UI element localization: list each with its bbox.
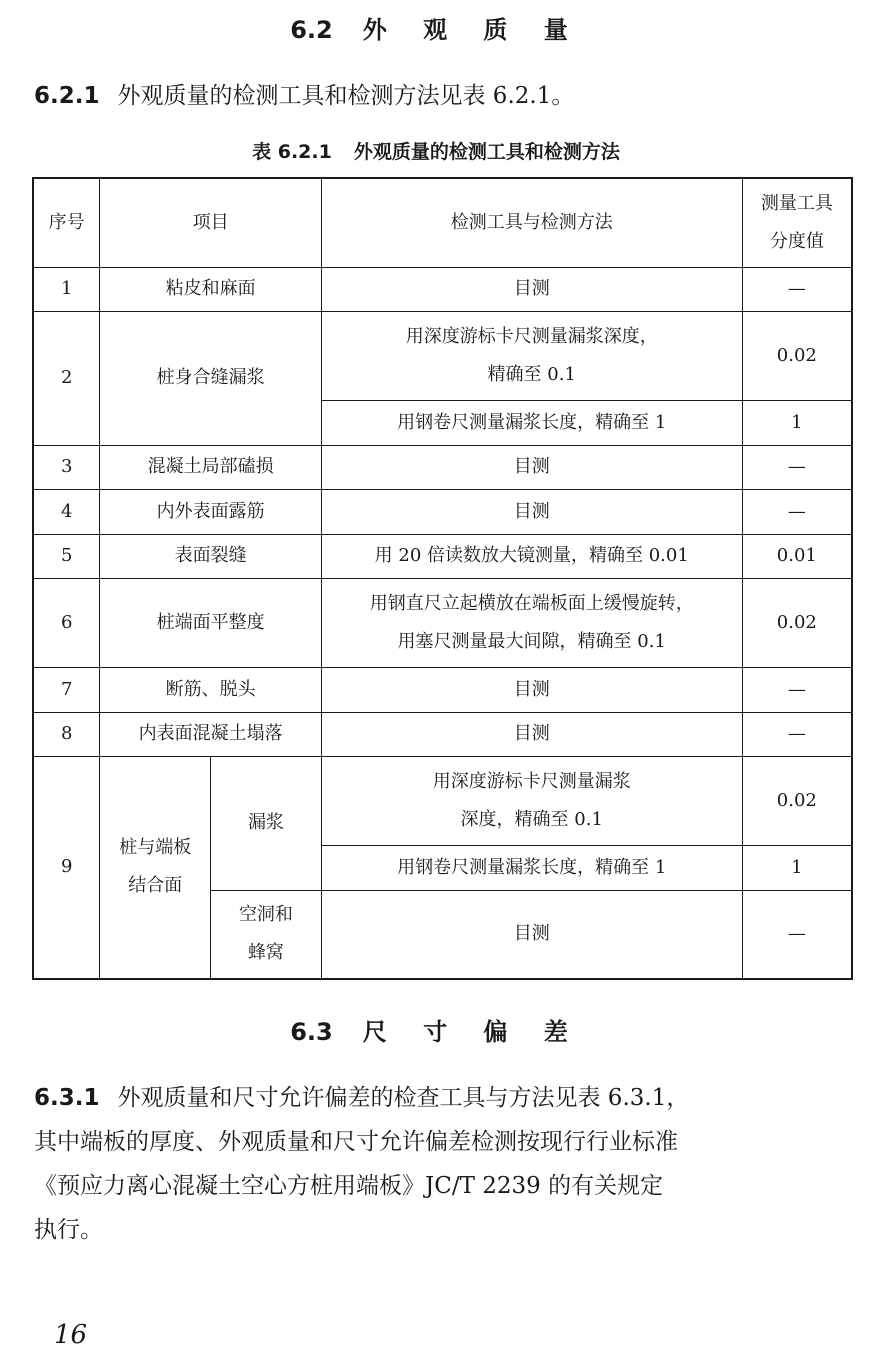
section-number: 6.3	[290, 1018, 333, 1046]
clause-6-3-1: 6.3.1 外观质量和尺寸允许偏差的检查工具与方法见表 6.3.1， 其中端板的厚度、外观质量和尺寸允许偏差检测按现行行业标准 《预应力离心混凝土空心方桩用端板》JC/T 2239 的有关规定 执行。	[34, 1085, 690, 1243]
header-method: 检测工具与检测方法	[321, 178, 742, 267]
table-caption-title: 外观质量的检测工具和检测方法	[353, 141, 620, 163]
inspection-methods-table	[32, 177, 853, 980]
header-index: 序号	[33, 178, 100, 267]
table-caption	[0, 137, 872, 164]
header-item: 项目	[100, 178, 321, 267]
clause-text: 外观质量的检测工具和检测方法见表 6.2.1。	[117, 83, 575, 109]
page-number: 16	[54, 1320, 88, 1350]
table-row: 2 桩身合缝漏浆 用深度游标卡尺测量漏浆深度， 精确至 0.1 0.02	[33, 311, 852, 400]
section-heading-6-2	[0, 10, 872, 45]
table-row: 7 断筋、脱头 目测 —	[33, 667, 852, 712]
section-heading-6-3	[0, 1012, 872, 1047]
table-row: 6 桩端面平整度 用钢直尺立起横放在端板面上缓慢旋转， 用塞尺测量最大间隙，精确至 0.1 0.02	[33, 578, 852, 667]
clause-number: 6.3.1	[34, 1085, 100, 1111]
table-row: 1 粘皮和麻面 目测 —	[33, 267, 852, 311]
table-row: 3 混凝土局部磕损 目测 —	[33, 445, 852, 489]
table-row: 5 表面裂缝 用 20 倍读数放大镜测量，精确至 0.01 0.01	[33, 534, 852, 578]
table-subrow: 空洞和 蜂窝 目测 —	[33, 890, 852, 979]
table-header-row	[33, 178, 852, 267]
table-subrow: 用钢卷尺测量漏浆长度，精确至 1 1	[33, 400, 852, 445]
section-title: 外 观 质 量	[362, 16, 582, 44]
section-number: 6.2	[290, 16, 333, 44]
table-row: 4 内外表面露筋 目测 —	[33, 489, 852, 534]
header-resolution: 测量工具 分度值	[742, 178, 852, 267]
table-row: 8 内表面混凝土塌落 目测 —	[33, 712, 852, 756]
table-subrow: 用钢卷尺测量漏浆长度，精确至 1 1	[33, 845, 852, 890]
table-caption-number: 表 6.2.1	[252, 141, 332, 163]
table-row: 9 桩与端板 结合面 漏浆 用深度游标卡尺测量漏浆 深度，精确至 0.1 0.02	[33, 756, 852, 845]
section-title: 尺 寸 偏 差	[362, 1018, 582, 1046]
clause-number: 6.2.1	[34, 83, 100, 109]
clause-6-2-1	[34, 74, 854, 118]
